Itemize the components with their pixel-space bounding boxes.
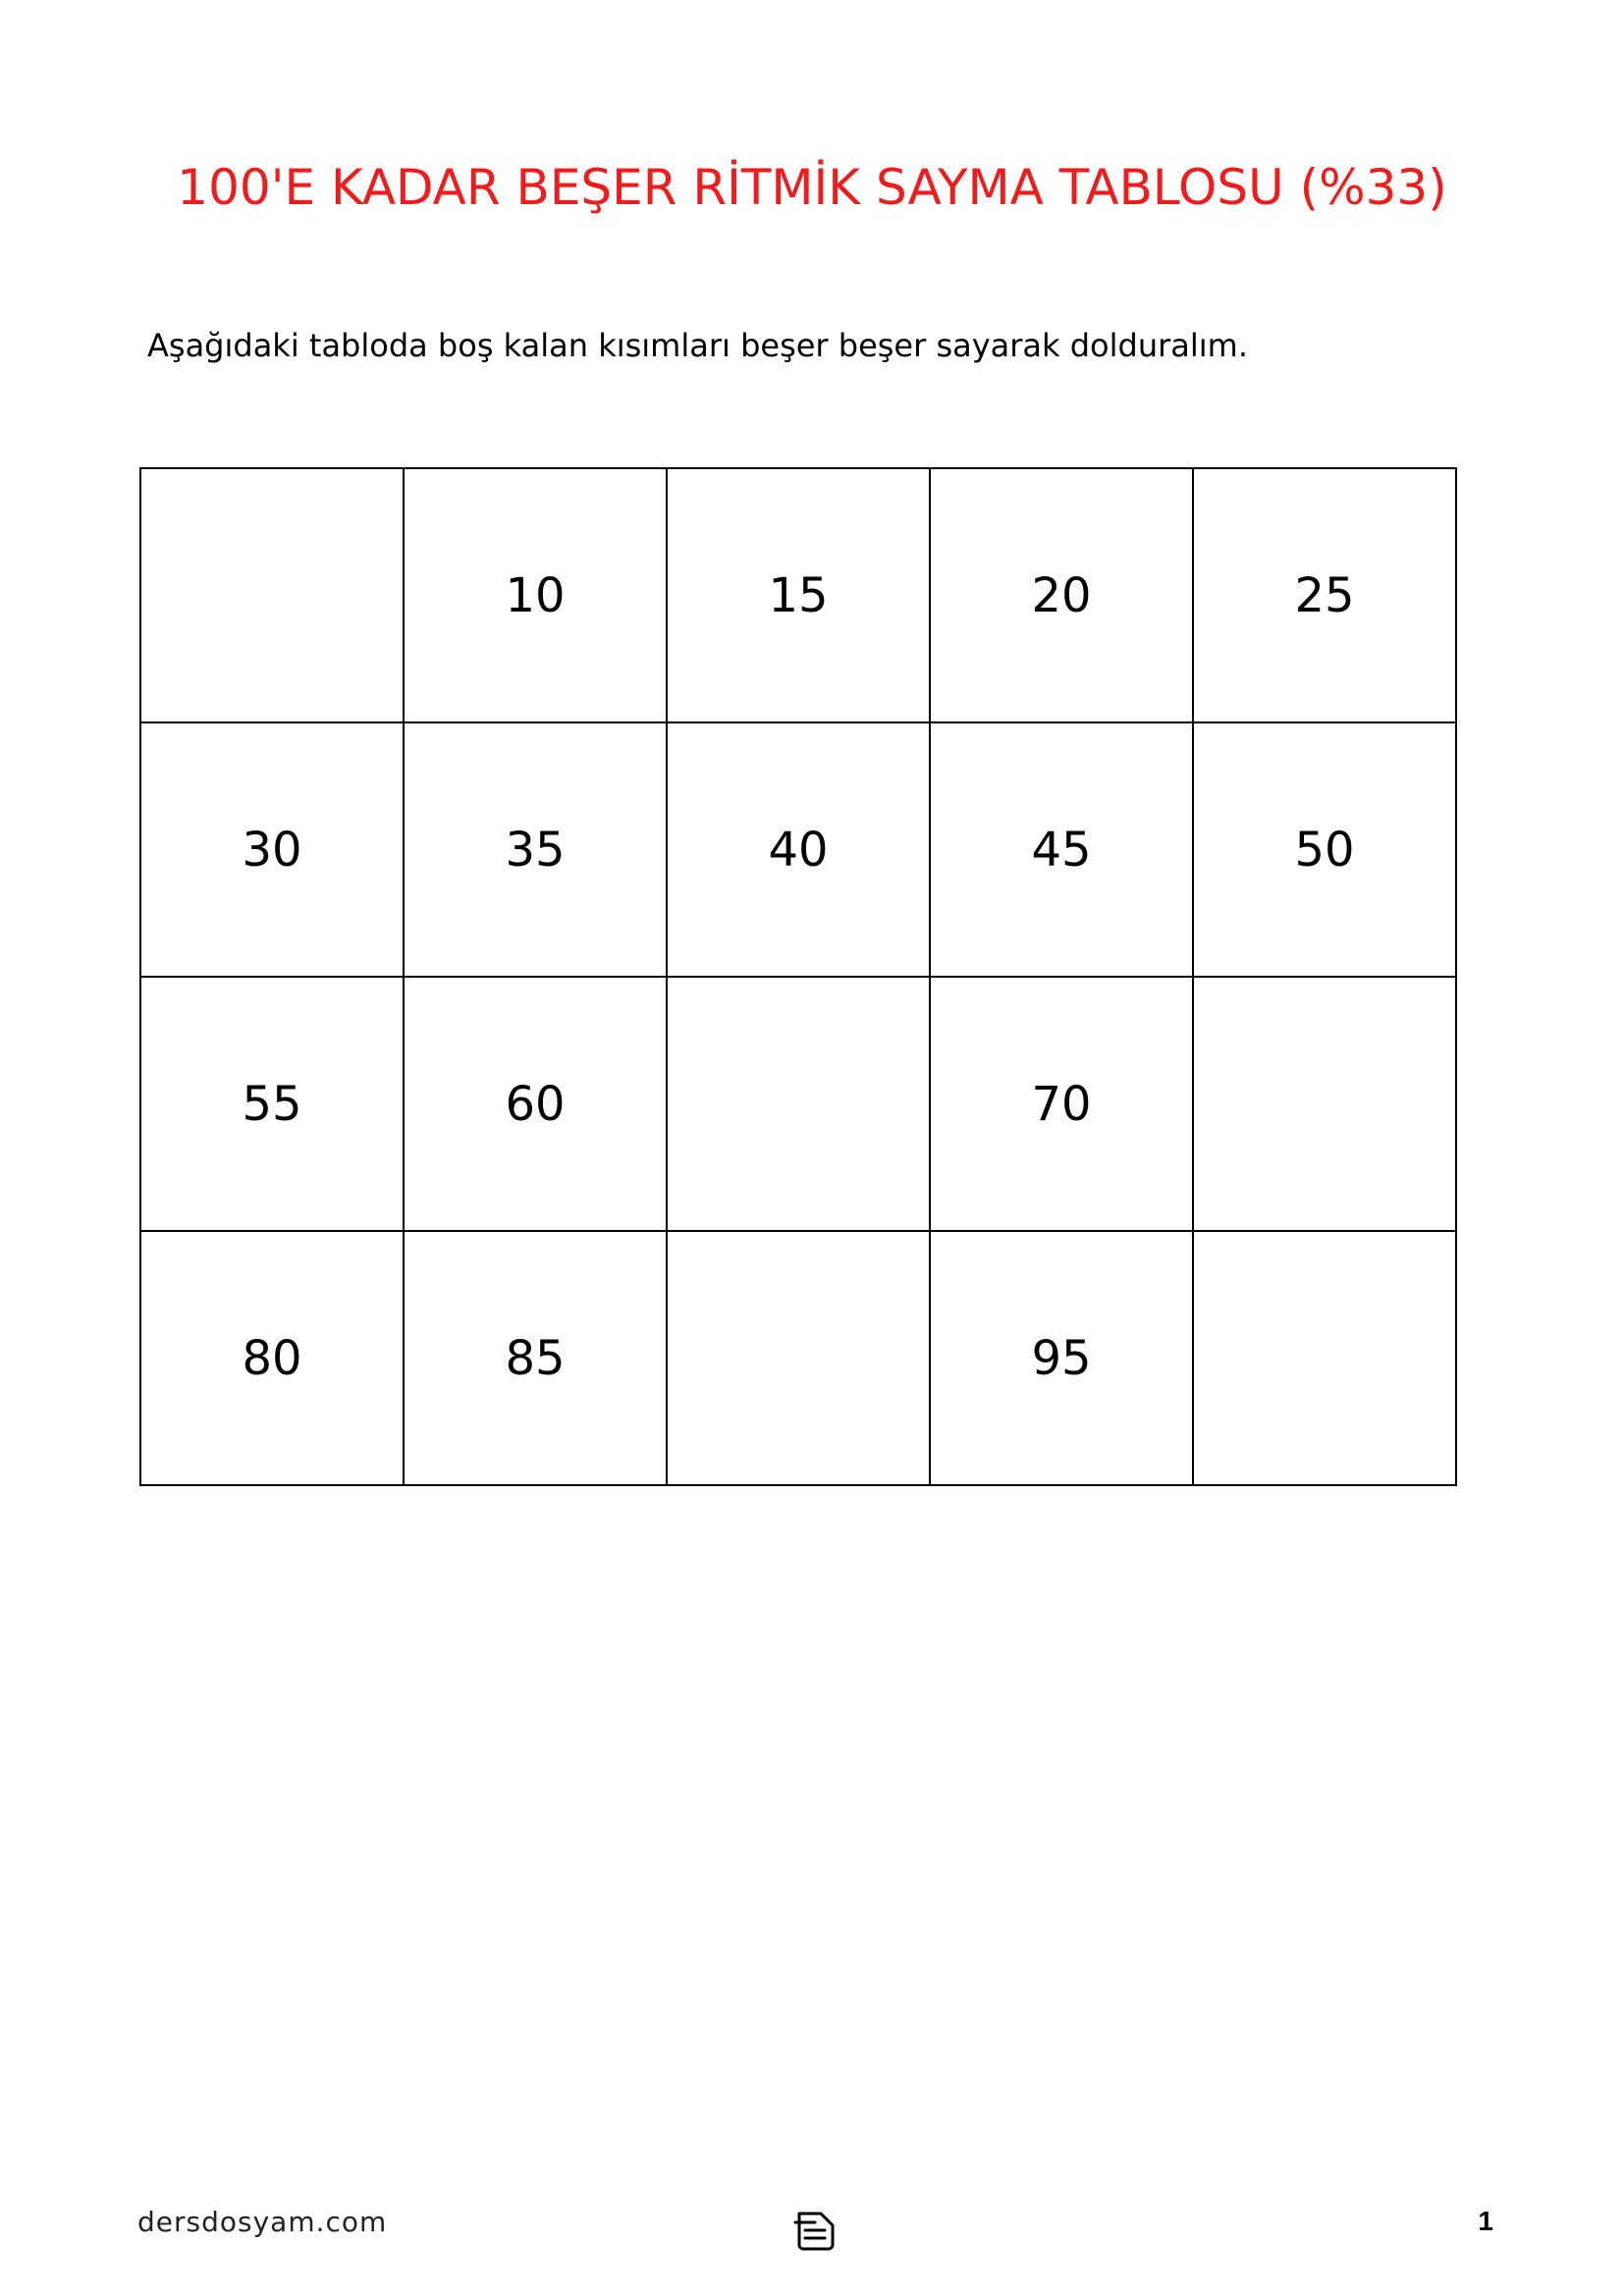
footer-site-name: dersdosyam.com (137, 2206, 388, 2238)
page-number: 1 (1478, 2206, 1493, 2236)
number-cell: 40 (667, 722, 930, 977)
empty-cell[interactable] (1193, 1231, 1456, 1485)
number-cell: 55 (140, 977, 404, 1231)
number-cell: 70 (930, 977, 1193, 1231)
number-cell: 85 (404, 1231, 667, 1485)
empty-cell[interactable] (667, 1231, 930, 1485)
table-row (140, 722, 1456, 977)
number-cell: 50 (1193, 722, 1456, 977)
number-cell: 45 (930, 722, 1193, 977)
counting-table (139, 467, 1457, 1486)
table-row (140, 1231, 1456, 1485)
empty-cell[interactable] (667, 977, 930, 1231)
document-lines-icon (793, 2210, 839, 2251)
number-cell: 25 (1193, 468, 1456, 722)
number-cell: 80 (140, 1231, 404, 1485)
page-title: 100'E KADAR BEŞER RİTMİK SAYMA TABLOSU (%33) (177, 159, 1447, 216)
instruction-text: Aşağıdaki tabloda boş kalan kısımları beşer beşer sayarak dolduralım. (147, 327, 1248, 364)
table-row (140, 468, 1456, 722)
empty-cell[interactable] (1193, 977, 1456, 1231)
number-cell: 60 (404, 977, 667, 1231)
number-cell: 95 (930, 1231, 1193, 1485)
empty-cell[interactable] (140, 468, 404, 722)
table-row (140, 977, 1456, 1231)
number-cell: 20 (930, 468, 1193, 722)
number-cell: 15 (667, 468, 930, 722)
number-cell: 10 (404, 468, 667, 722)
number-cell: 35 (404, 722, 667, 977)
number-cell: 30 (140, 722, 404, 977)
